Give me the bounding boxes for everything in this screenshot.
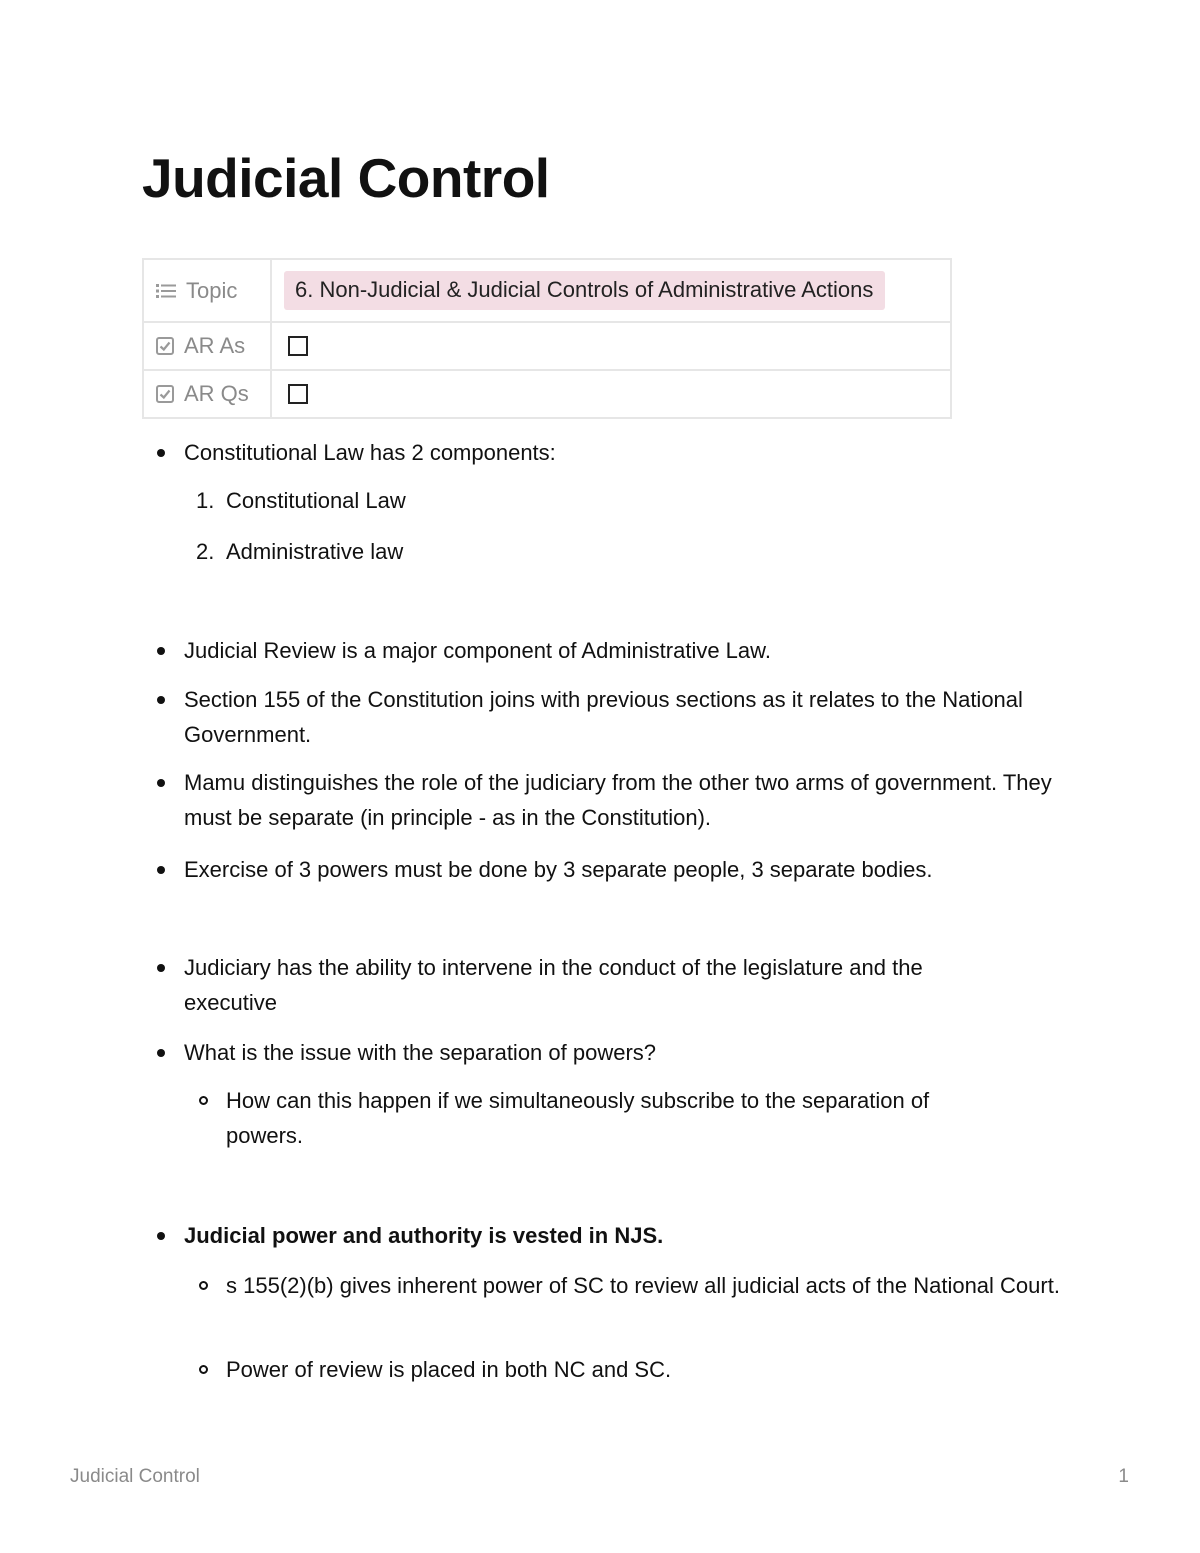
numbered-item bbox=[196, 483, 406, 518]
property-label-topic: Topic bbox=[186, 277, 238, 303]
bullet-item: What is the issue with the separation of powers? bbox=[184, 1035, 1084, 1070]
bullet-item: Section 155 of the Constitution joins with previous sections as it relates to the National Government. bbox=[184, 682, 1084, 752]
sub-bullet-item: Power of review is placed in both NC and SC. bbox=[226, 1352, 1076, 1387]
properties-table bbox=[142, 258, 952, 419]
property-key-topic bbox=[143, 259, 271, 322]
property-key-ar-as bbox=[143, 322, 271, 370]
property-label-ar-qs: AR Qs bbox=[184, 381, 249, 406]
list-item-text: Administrative law bbox=[226, 539, 404, 564]
list-number: 2. bbox=[196, 539, 215, 564]
bullet-item: Exercise of 3 powers must be done by 3 separate people, 3 separate bodies. bbox=[184, 852, 1084, 887]
property-row-ar-as bbox=[143, 322, 951, 370]
ar-qs-checkbox[interactable] bbox=[288, 384, 308, 404]
checkbox-icon bbox=[156, 385, 174, 403]
bullet-item: Judiciary has the ability to intervene in the conduct of the legislature and the executive bbox=[184, 950, 1004, 1020]
ar-as-checkbox[interactable] bbox=[288, 336, 308, 356]
page-title: Judicial Control bbox=[142, 147, 550, 209]
property-value-ar-qs bbox=[271, 370, 951, 418]
property-row-ar-qs bbox=[143, 370, 951, 418]
property-value-topic bbox=[271, 259, 951, 322]
numbered-item bbox=[196, 534, 404, 569]
sub-bullet-item: s 155(2)(b) gives inherent power of SC to review all judicial acts of the National Court. bbox=[226, 1268, 1066, 1303]
list-icon bbox=[156, 283, 176, 299]
property-label-ar-as: AR As bbox=[184, 333, 246, 358]
footer-title: Judicial Control bbox=[70, 1466, 200, 1487]
bullet-item: Constitutional Law has 2 components: bbox=[184, 435, 1084, 470]
bullet-item: Judicial power and authority is vested in NJS. bbox=[184, 1218, 1084, 1253]
list-number: 1. bbox=[196, 488, 215, 513]
property-key-ar-qs bbox=[143, 370, 271, 418]
sub-bullet-item: How can this happen if we simultaneously subscribe to the separation of powers. bbox=[226, 1083, 1006, 1153]
bullet-item: Judicial Review is a major component of Administrative Law. bbox=[184, 633, 1084, 668]
bullet-item: Mamu distinguishes the role of the judiciary from the other two arms of government. They must be separate (in principle - as in the Constitution). bbox=[184, 765, 1084, 835]
topic-tag[interactable]: 6. Non-Judicial & Judicial Controls of Administrative Actions bbox=[284, 271, 885, 310]
checkbox-icon bbox=[156, 337, 174, 355]
page-number: 1 bbox=[1118, 1466, 1129, 1487]
property-row-topic bbox=[143, 259, 951, 322]
property-value-ar-as bbox=[271, 322, 951, 370]
list-item-text: Constitutional Law bbox=[226, 488, 406, 513]
